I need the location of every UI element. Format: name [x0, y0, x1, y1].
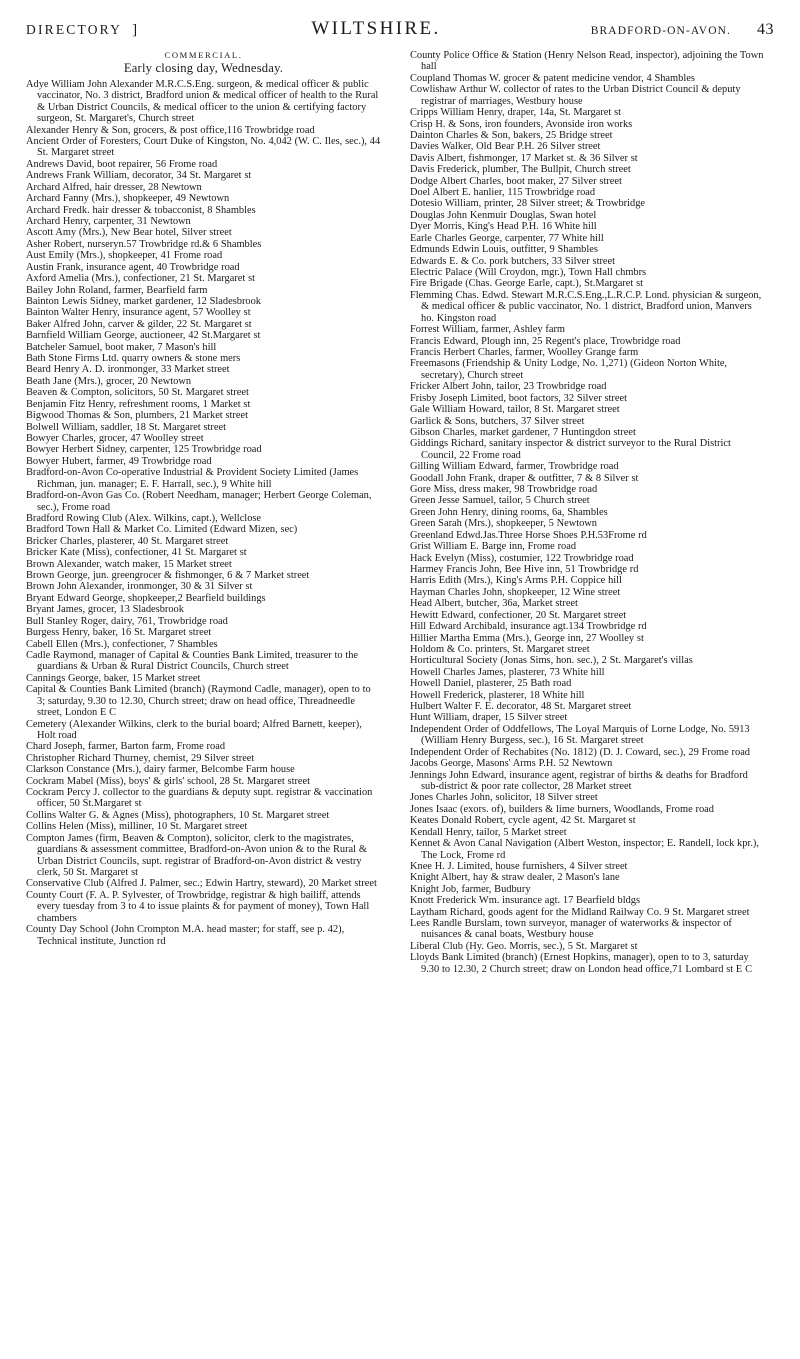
directory-entry: Cabell Ellen (Mrs.), confectioner, 7 Shambles: [26, 638, 218, 650]
directory-entry: Bath Stone Firms Ltd. quarry owners & stone mers: [26, 353, 241, 365]
directory-entry: Knight Job, farmer, Budbury: [410, 883, 531, 895]
directory-entry: Axford Amelia (Mrs.), confectioner, 21 St. Margaret st: [26, 273, 256, 285]
directory-entry: Beath Jane (Mrs.), grocer, 20 Newtown: [26, 375, 192, 387]
directory-entry: Lloyds Bank Limited (branch) (Ernest Hopkins, manager), open to to 3, saturday 9.30 to 12.30, 2 Church street; draw on London head office,71 Lombard st E C: [410, 952, 753, 975]
right-column: [410, 50, 765, 1350]
directory-entry: Francis Edward, Plough inn, 25 Regent's place, Trowbridge road: [410, 335, 681, 347]
directory-entry: Crisp H. & Sons, iron founders, Avonside iron works: [410, 118, 633, 130]
running-head-county: WILTSHIRE.: [311, 18, 441, 39]
page-number: 43: [756, 21, 774, 38]
directory-entry: Earle Charles George, carpenter, 77 White hill: [410, 232, 604, 244]
directory-entry: Cowlishaw Arthur W. collector of rates to the Urban District Council & deputy registrar of marriages, Westbury house: [410, 84, 741, 107]
directory-entry: Knott Frederick Wm. insurance agt. 17 Bearfield bldgs: [410, 895, 641, 907]
directory-entry: County Police Office & Station (Henry Nelson Read, inspector), adjoining the Town hall: [410, 50, 764, 73]
directory-entry: Goodall John Frank, draper & outfitter, 7 & 8 Silver st: [410, 472, 639, 484]
running-head-left: [26, 22, 139, 39]
directory-entry: Bryant James, grocer, 13 Sladesbrook: [26, 604, 184, 616]
running-head-right: [591, 21, 774, 39]
directory-entry: Archard Fredk. hair dresser & tobacconist, 8 Shambles: [26, 204, 256, 216]
directory-entry: Ancient Order of Foresters, Court Duke of Kingston, No. 4,042 (W. C. Iles, sec.), 44 St. Margaret street: [26, 136, 381, 159]
directory-entry: Holdom & Co. printers, St. Margaret street: [410, 643, 590, 655]
directory-entry: Clarkson Constance (Mrs.), dairy farmer, Belcombe Farm house: [26, 764, 295, 776]
directory-entry: Hayman Charles John, shopkeeper, 12 Wine street: [410, 586, 621, 598]
directory-entry: Brown George, jun. greengrocer & fishmonger, 6 & 7 Market street: [26, 570, 310, 582]
directory-entry: Grist William E. Barge inn, Frome road: [410, 541, 577, 553]
directory-entry: Green Jesse Samuel, tailor, 5 Church street: [410, 495, 590, 507]
directory-entry: Cemetery (Alexander Wilkins, clerk to the burial board; Alfred Barnett, keeper), Holt road: [26, 718, 362, 741]
directory-entry: Batcheler Samuel, boot maker, 7 Mason's hill: [26, 341, 217, 353]
directory-entry: Cripps William Henry, draper, 14a, St. Margaret st: [410, 107, 622, 119]
directory-entry: Davies Walker, Old Bear P.H. 26 Silver street: [410, 141, 601, 153]
directory-entry: Head Albert, butcher, 36a, Market street: [410, 598, 578, 610]
directory-entry: Garlick & Sons, butchers, 37 Silver street: [410, 415, 585, 427]
running-head-place: BRADFORD-ON-AVON.: [590, 25, 731, 37]
directory-entry: Beaven & Compton, solicitors, 50 St. Margaret street: [26, 387, 249, 399]
column-gutter: [392, 50, 410, 1350]
directory-entry: Archard Alfred, hair dresser, 28 Newtown: [26, 181, 202, 193]
directory-entry: Harris Edith (Mrs.), King's Arms P.H. Coppice hill: [410, 575, 622, 587]
directory-entry: Laytham Richard, goods agent for the Midland Railway Co. 9 St. Margaret street: [410, 906, 750, 918]
directory-entry: Freemasons (Friendship & Unity Lodge, No. 1,271) (Gideon Norton White, secretary), Church street: [410, 358, 728, 381]
directory-entry: Ascott Amy (Mrs.), New Bear hotel, Silver street: [26, 227, 232, 239]
running-head-label: DIRECTORY: [26, 22, 123, 37]
directory-entry: Dyer Morris, King's Head P.H. 16 White hill: [410, 221, 597, 233]
early-closing-note: Early closing day, Wednesday.: [123, 61, 284, 76]
directory-entry: Christopher Richard Thurney, chemist, 29 Silver street: [26, 752, 255, 764]
directory-entry: Brown John Alexander, ironmonger, 30 & 31 Silver st: [26, 581, 253, 593]
directory-entry: Giddings Richard, sanitary inspector & district surveyor to the Rural District Council, 22 Frome road: [410, 438, 731, 461]
directory-entry: Independent Order of Oddfellows, The Loyal Marquis of Lorne Lodge, No. 5913 (William Henry Burgess, sec.), 16 St. Margaret street: [410, 723, 750, 747]
directory-entry: Asher Robert, nurseryn.57 Trowbridge rd.& 6 Shambles: [26, 238, 262, 250]
directory-entry: Gibson Charles, market gardener, 7 Huntingdon street: [410, 426, 636, 438]
directory-entry: Howell Daniel, plasterer, 25 Bath road: [410, 678, 572, 690]
directory-entry: Bradford Town Hall & Market Co. Limited (Edward Mizen, sec): [26, 524, 298, 536]
directory-entry: Edmunds Edwin Louis, outfitter, 9 Shambles: [410, 244, 598, 256]
directory-entry: Flemming Chas. Edwd. Stewart M.R.C.S.Eng.,L.R.C.P. Lond. physician & surgeon, & medical officer & public vaccinator, No. 1 district, Bradford union, Manvers ho. Kingston road: [410, 289, 762, 324]
directory-entry: Kennet & Avon Canal Navigation (Albert Weston, inspector; E. Randell, lock kpr.), The Lock, Frome rd: [410, 838, 759, 861]
directory-entry: Gilling William Edward, farmer, Trowbridge road: [410, 461, 619, 473]
directory-entry: Coupland Thomas W. grocer & patent medicine vendor, 4 Shambles: [410, 72, 695, 84]
directory-entry: Bowyer Herbert Sidney, carpenter, 125 Trowbridge road: [26, 444, 262, 456]
directory-entry: Lees Randle Burslam, town surveyor, manager of waterworks & inspector of nuisances & canal boats, Westbury house: [410, 918, 732, 941]
left-column: [26, 50, 392, 1350]
directory-entry: Liberal Club (Hy. Geo. Morris, sec.), 5 St. Margaret st: [410, 940, 638, 952]
directory-entry: Hillier Martha Emma (Mrs.), George inn, 27 Woolley st: [410, 632, 644, 644]
directory-entry: Jones Charles John, solicitor, 18 Silver street: [410, 792, 598, 804]
directory-entry: Bricker Charles, plasterer, 40 St. Margaret street: [26, 535, 229, 547]
directory-entry: Keates Donald Robert, cycle agent, 42 St. Margaret st: [410, 815, 636, 827]
directory-entry: County Day School (John Crompton M.A. head master; for staff, see p. 42), Technical institute, Junction rd: [26, 924, 345, 947]
directory-entry: Bradford Rowing Club (Alex. Wilkins, capt.), Wellclose: [26, 512, 262, 524]
directory-entry: Bricker Kate (Miss), confectioner, 41 St. Margaret st: [26, 547, 247, 559]
directory-entry: Bowyer Charles, grocer, 47 Woolley street: [26, 432, 204, 444]
directory-entry: Knee H. J. Limited, house furnishers, 4 Silver street: [410, 860, 628, 872]
directory-entry: Chard Joseph, farmer, Barton farm, Frome road: [26, 741, 226, 753]
directory-entry: Andrews Frank William, decorator, 34 St. Margaret st: [26, 170, 252, 182]
directory-entry: Aust Emily (Mrs.), shopkeeper, 41 Frome road: [26, 250, 223, 262]
directory-entry: Collins Walter G. & Agnes (Miss), photographers, 10 St. Margaret street: [26, 809, 330, 821]
directory-entry: Archard Fanny (Mrs.), shopkeeper, 49 Newtown: [26, 193, 230, 205]
directory-entry: Bryant Edward George, shopkeeper,2 Bearfield buildings: [26, 592, 266, 604]
directory-entry: Jones Isaac (exors. of), builders & lime burners, Woodlands, Frome road: [410, 803, 714, 815]
directory-entry: Fricker Albert John, tailor, 23 Trowbridge road: [410, 381, 607, 393]
directory-entry: Electric Palace (Will Croydon, mgr.), Town Hall chmbrs: [410, 267, 647, 279]
columns-wrapper: [26, 50, 774, 1350]
directory-entry: Independent Order of Rechabites (No. 1812) (D. J. Coward, sec.), 29 Frome road: [410, 746, 750, 758]
directory-entry: Archard Henry, carpenter, 31 Newtown: [26, 215, 191, 227]
directory-entry: Green John Henry, dining rooms, 6a, Shambles: [410, 506, 608, 518]
directory-entry: Edwards E. & Co. pork butchers, 33 Silver street: [410, 255, 616, 267]
directory-entry: Davis Albert, fishmonger, 17 Market st. & 36 Silver st: [410, 152, 638, 164]
directory-entry: Beard Henry A. D. ironmonger, 33 Market street: [26, 364, 230, 376]
directory-entry: Collins Helen (Miss), milliner, 10 St. Margaret street: [26, 821, 248, 833]
directory-entry: Horticultural Society (Jonas Sims, hon. sec.), 2 St. Margaret's villas: [410, 655, 693, 667]
directory-entry: Francis Herbert Charles, farmer, Woolley Grange farm: [410, 346, 639, 358]
directory-entry: Hunt William, draper, 15 Silver street: [410, 712, 568, 724]
directory-entry: Bowyer Hubert, farmer, 49 Trowbridge road: [26, 455, 212, 467]
running-head-bracket: ]: [132, 22, 140, 38]
directory-entry: Andrews David, boot repairer, 56 Frome road: [26, 158, 218, 170]
directory-entry: Conservative Club (Alfred J. Palmer, sec.; Edwin Hartry, steward), 20 Market street: [26, 878, 377, 890]
directory-entry: Forrest William, farmer, Ashley farm: [410, 324, 566, 336]
directory-entry: Howell Charles James, plasterer, 73 White hill: [410, 666, 605, 678]
directory-entry: Dodge Albert Charles, boot maker, 27 Silver street: [410, 175, 622, 187]
directory-entry: Benjamin Fitz Henry, refreshment rooms, 1 Market st: [26, 398, 251, 410]
directory-entry: County Court (F. A. P. Sylvester, of Trowbridge, registrar & high bailiff, attends every tuesday from 3 to 4 to issue plaints & for payment of money), Town Hall chambers: [26, 889, 370, 924]
directory-entry: Dainton Charles & Son, bakers, 25 Bridge street: [410, 129, 613, 141]
directory-entry: Fire Brigade (Chas. George Earle, capt.), St.Margaret st: [410, 278, 644, 290]
directory-entry: Cockram Mabel (Miss), boys' & girls' school, 28 St. Margaret street: [26, 775, 311, 787]
directory-entry: Bradford-on-Avon Gas Co. (Robert Needham, manager; Herbert George Coleman, sec.), Frome road: [26, 490, 372, 513]
directory-entry: Adye William John Alexander M.R.C.S.Eng. surgeon, & medical officer & public vaccinator, No. 3 district, Bradford union & medical officer of health to the Rural & Urban District Councils, & medical officer to the union & certifying factory surgeon, St. Margaret's, Church street: [26, 78, 379, 125]
directory-entry: Hill Edward Archibald, insurance agt.134 Trowbridge rd: [410, 621, 647, 633]
directory-entry: Davis Frederick, plumber, The Bullpit, Church street: [410, 164, 631, 176]
directory-entry: Harmey Francis John, Bee Hive inn, 51 Trowbridge rd: [410, 563, 639, 575]
directory-entry: Frisby Joseph Limited, boot factors, 32 Silver street: [410, 392, 627, 404]
directory-entry: Burgess Henry, baker, 16 St. Margaret street: [26, 627, 212, 639]
directory-entry: Douglas John Kenmuir Douglas, Swan hotel: [410, 209, 597, 221]
directory-entry: Bolwell William, saddler, 18 St. Margaret street: [26, 421, 226, 433]
directory-entry: Kendall Henry, tailor, 5 Market street: [410, 826, 567, 838]
directory-entry: Cannings George, baker, 15 Market street: [26, 672, 201, 684]
commercial-heading: COMMERCIAL.: [164, 50, 243, 60]
directory-entry: Howell Frederick, plasterer, 18 White hill: [410, 689, 585, 701]
directory-entry: Compton James (firm, Beaven & Compton), solicitor, clerk to the magistrates, guardians & assessment committee, Bradford-on-Avon union & to the Rural & Urban District Councils, supt. registrar of Bradford-on-Avon district & vestry clerk, 50 St. Margaret st: [26, 832, 367, 879]
directory-entry: Cockram Percy J. collector to the guardians & deputy supt. registrar & vaccination officer, 50 St.Margaret st: [26, 787, 373, 810]
directory-entry: Dotesio William, printer, 28 Silver street; & Trowbridge: [410, 198, 646, 210]
directory-entry: Green Sarah (Mrs.), shopkeeper, 5 Newtown: [410, 518, 597, 530]
directory-entry: Bainton Lewis Sidney, market gardener, 12 Sladesbrook: [26, 295, 261, 307]
directory-entry: Knight Albert, hay & straw dealer, 2 Mason's lane: [410, 872, 620, 884]
directory-entry: Greenland Edwd.Jas.Three Horse Shoes P.H.53Frome rd: [410, 529, 647, 541]
directory-entry: Jennings John Edward, insurance agent, registrar of births & deaths for Bradford sub-district & poor rate collector, 28 Market street: [410, 769, 748, 792]
directory-entry: Gore Miss, dress maker, 98 Trowbridge road: [410, 484, 598, 496]
directory-entry: Cadle Raymond, manager of Capital & Counties Bank Limited, treasurer to the guardians & Urban & Rural District Councils, Church street: [26, 650, 359, 673]
directory-entry: Bradford-on-Avon Co-operative Industrial & Provident Society Limited (James Richman, jun. manager; E. F. Harrall, sec.), 9 White hill: [26, 467, 359, 490]
directory-entry: Bailey John Roland, farmer, Bearfield farm: [26, 284, 208, 296]
directory-entry: Capital & Counties Bank Limited (branch) (Raymond Cadle, manager), open to to 3; saturday, 9.30 to 12.30, Church street; draw on head office, Threadneedle street, London E C: [26, 684, 371, 719]
directory-entry: Baker Alfred John, carver & gilder, 22 St. Margaret st: [26, 318, 252, 330]
directory-entry: Bull Stanley Roger, dairy, 761, Trowbridge road: [26, 615, 228, 627]
directory-entry: Doel Albert E. hanlier, 115 Trowbridge road: [410, 187, 596, 199]
directory-entry: Hulbert Walter F. E. decorator, 48 St. Margaret street: [410, 701, 632, 713]
directory-entry: Austin Frank, insurance agent, 40 Trowbridge road: [26, 261, 240, 273]
directory-entry: Jacobs George, Masons' Arms P.H. 52 Newtown: [410, 758, 613, 770]
directory-entry: Hack Evelyn (Miss), costumier, 122 Trowbridge road: [410, 552, 634, 564]
running-head: [26, 18, 774, 44]
directory-entry: Bigwood Thomas & Son, plumbers, 21 Market street: [26, 410, 248, 422]
directory-entry: Brown Alexander, watch maker, 15 Market street: [26, 558, 232, 570]
directory-entry: Alexander Henry & Son, grocers, & post office,116 Trowbridge road: [26, 124, 315, 136]
directory-entry: Barnfield William George, auctioneer, 42 St.Margaret st: [26, 330, 261, 342]
directory-entry: Hewitt Edward, confectioner, 20 St. Margaret street: [410, 609, 627, 621]
directory-entry: Gale William Howard, tailor, 8 St. Margaret street: [410, 404, 620, 416]
directory-entry: Bainton Walter Henry, insurance agent, 57 Woolley st: [26, 307, 251, 319]
